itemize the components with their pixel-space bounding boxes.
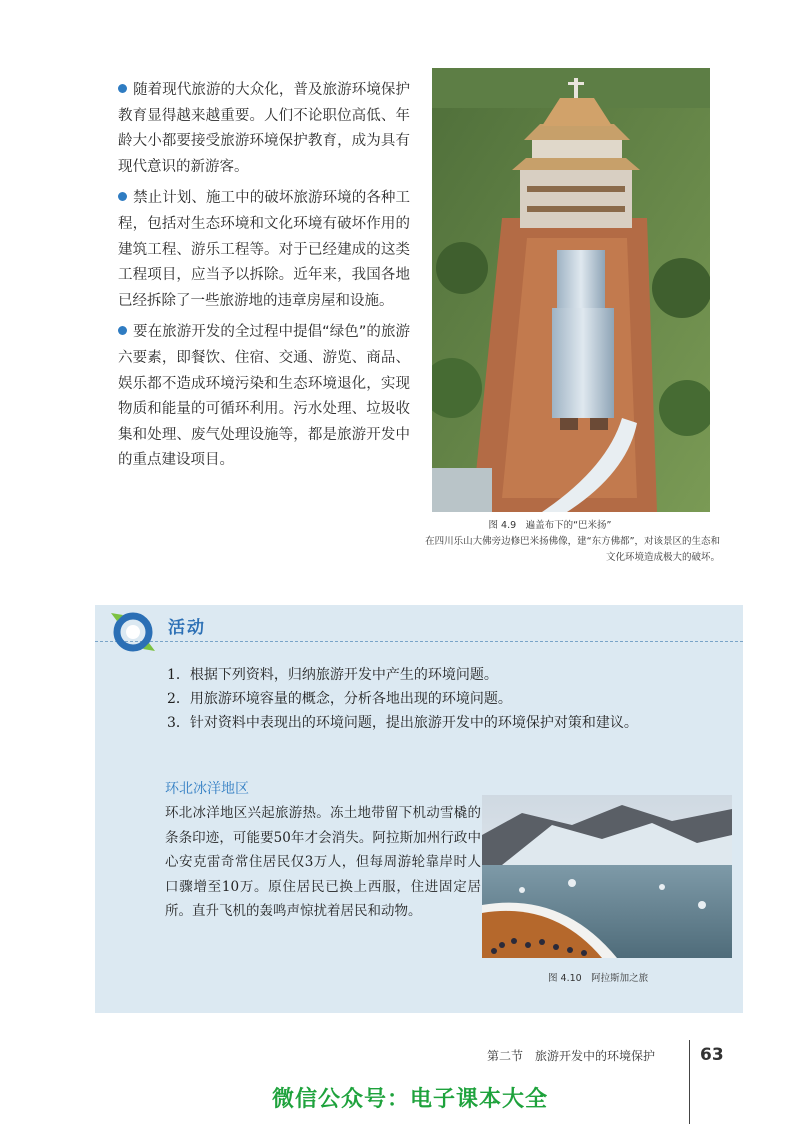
alaska-cruise-photo xyxy=(482,795,732,958)
figure-4-9-title: 图 4.9 遍盖布下的“巴米扬” xyxy=(488,520,612,531)
task-item: 1．根据下列资料，归纳旅游开发中产生的环境问题。 xyxy=(167,667,498,683)
bullet-icon xyxy=(118,192,127,201)
section-title: 第二节 旅游开发中的环境保护 xyxy=(487,1049,656,1063)
paragraph-1: 随着现代旅游的大众化，普及旅游环境保护教育显得越来越重要。人们不论职位高低、年龄大小都要接受旅游环境保护教育，成为具有现代意识的新游客。 xyxy=(118,82,410,175)
footer-divider xyxy=(689,1040,690,1124)
watermark: 微信公众号：电子课本大全 xyxy=(272,1087,549,1112)
activity-task-list xyxy=(167,663,727,735)
paragraph-2: 禁止计划、施工中的破坏旅游环境的各种工程，包括对生态环境和文化环境有破坏作用的建筑工程、游乐工程等。对于已经建成的这类工程项目，应当予以拆除。近年来，我国各地已经拆除了一些旅游地的违章房屋和设施。 xyxy=(118,190,410,309)
paragraph-3: 要在旅游开发的全过程中提倡“绿色”的旅游六要素，即餐饮、住宿、交通、游览、商品、娱乐都不造成环境污染和生态环境退化，实现物质和能量的可循环利用。污水处理、垃圾收集和处理、废气处理设施等，都是旅游开发中的重点建设项目。 xyxy=(118,324,410,469)
figure-4-9-description: 在四川乐山大佛旁边修巴米扬佛像，建“东方佛都”，对该景区的生态和文化环境造成极大的破坏。 xyxy=(425,536,720,563)
region-text: 环北冰洋地区兴起旅游热。冻土地带留下机动雪橇的条条印迹，可能要50年才会消失。阿拉斯加州行政中心安克雷奇常住居民仅3万人，但每周游轮靠岸时人口骤增至10万。原住居民已换上西服，住进固定居所。直升飞机的轰鸣声惊扰着居民和动物。 xyxy=(165,805,481,919)
figure-4-9-caption xyxy=(420,518,720,566)
glacier-ship-illustration xyxy=(482,795,732,958)
covered-statue-illustration xyxy=(432,68,710,512)
task-item: 3．针对资料中表现出的环境问题，提出旅游开发中的环境保护对策和建议。 xyxy=(167,715,638,731)
activity-cycle-icon xyxy=(107,609,159,655)
page-number: 63 xyxy=(700,1045,724,1065)
task-item: 2．用旅游环境容量的概念，分析各地出现的环境问题。 xyxy=(167,691,512,707)
region-title: 环北冰洋地区 xyxy=(165,781,249,797)
bullet-icon xyxy=(118,326,127,335)
activity-title: 活动 xyxy=(168,618,206,638)
leshan-buddha-photo xyxy=(432,68,710,512)
activity-header xyxy=(95,605,743,642)
bullet-icon xyxy=(118,84,127,93)
left-text-column xyxy=(118,78,410,480)
figure-4-10-caption: 图 4.10 阿拉斯加之旅 xyxy=(548,973,649,984)
